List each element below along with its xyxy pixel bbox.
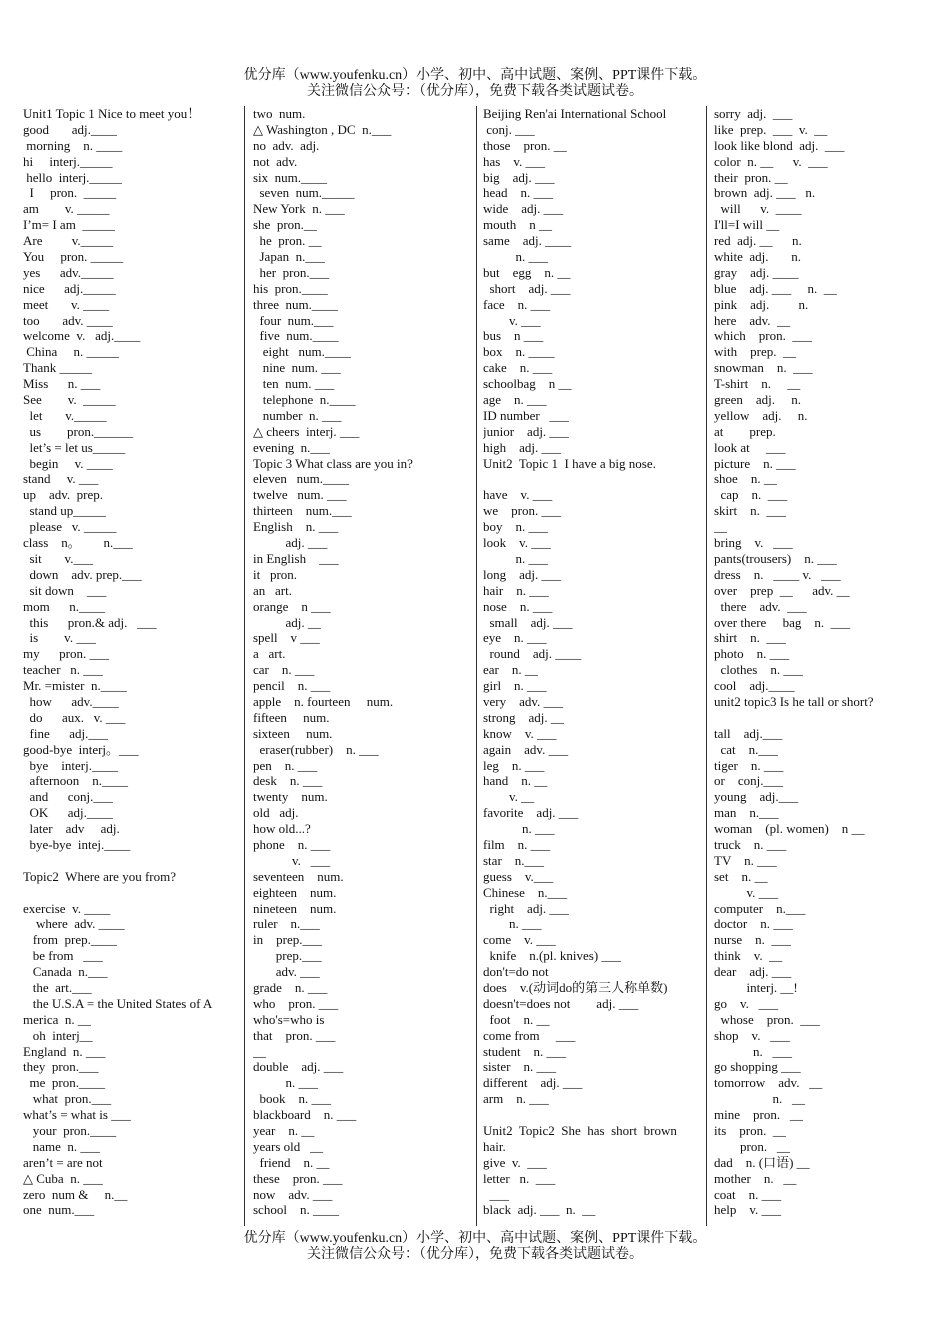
vocab-line: Unit1 Topic 1 Nice to meet you！ (23, 106, 201, 121)
vocab-line: have v. ___ (483, 487, 553, 503)
vocab-line: See v. _____ (23, 392, 116, 408)
vocab-line: __ (714, 519, 727, 535)
vocab-line: stand up_____ (23, 503, 106, 519)
vocab-line: meet v. ____ (23, 296, 110, 312)
vocab-line: eighteen num. (253, 884, 337, 900)
vocab-line: friend n. __ (253, 1154, 330, 1170)
vocab-line: eraser(rubber) n. ___ (253, 741, 379, 757)
vocab-line: come v. ___ (483, 932, 556, 948)
vocab-line: old adj. (253, 805, 299, 821)
vocab-line: letter n. ___ (483, 1170, 556, 1186)
vocab-line: student n. ___ (483, 1043, 567, 1059)
vocab-line: this pron.& adj. ___ (23, 614, 157, 630)
vocab-line: hand n. __ (483, 773, 548, 789)
vocab-line: yes adv._____ (23, 264, 114, 280)
vocab-line: △ Washington , DC n.___ (253, 121, 392, 137)
vocab-line: a art. (253, 646, 286, 662)
vocab-line: unit2 topic3 Is he tall or short? (714, 693, 874, 709)
vocab-line: adj. __ (253, 614, 321, 630)
vocab-line: do aux. v. ___ (23, 709, 126, 725)
vocab-line: let v._____ (23, 407, 107, 423)
vocab-line: stand v. ___ (23, 471, 99, 487)
vocab-line: n. ___ (714, 1043, 792, 1059)
vocab-line: white adj. n. (714, 249, 802, 265)
vocab-line: picture n. ___ (714, 455, 796, 471)
vocab-line: nose n. ___ (483, 598, 553, 614)
vocab-line: red adj. __ n. (714, 233, 802, 249)
vocab-line: pink adj. n. (714, 296, 809, 312)
vocab-line: △ Cuba n. ___ (23, 1170, 103, 1186)
vocab-line: v. __ (483, 789, 535, 805)
vocab-line: England n. ___ (23, 1043, 106, 1059)
vocab-line: twelve num. ___ (253, 487, 347, 503)
vocab-line: schoolbag n __ (483, 376, 572, 392)
vocab-line: welcome v. adj.____ (23, 328, 141, 344)
vocab-line: what pron.___ (23, 1091, 112, 1107)
vocab-line: and conj.___ (23, 789, 113, 805)
vocab-line: me pron.____ (23, 1075, 105, 1091)
vocab-line: young adj.___ (714, 789, 799, 805)
vocab-line: be from ___ (23, 948, 103, 964)
vocab-line: there adv. ___ (714, 598, 807, 614)
vocab-line: shirt n. ___ (714, 630, 786, 646)
vocab-line: teacher n. ___ (23, 662, 103, 678)
vocab-line: here adv. __ (714, 312, 791, 328)
vocab-line: color n. __ v. ___ (714, 153, 828, 169)
vocab-line: green adj. n. (714, 392, 802, 408)
column-divider (476, 106, 477, 1226)
vocabulary-columns (23, 106, 933, 1226)
vocab-line: sit down ___ (23, 582, 107, 598)
vocab-line: thirteen num.___ (253, 503, 352, 519)
vocab-line: ___ (483, 1186, 509, 1202)
vocab-line: that pron. ___ (253, 1027, 336, 1043)
vocab-line: with prep. __ (714, 344, 796, 360)
vocab-line: small adj. ___ (483, 614, 573, 630)
vocab-line: blue adj. ___ n. __ (714, 280, 837, 296)
vocab-line: ID number ___ (483, 407, 569, 423)
vocab-line: good-bye interj。___ (23, 741, 139, 757)
vocab-line: boy n. ___ (483, 519, 548, 535)
vocab-line: aren’t = are not (23, 1154, 103, 1170)
vocab-line: v. ___ (253, 852, 331, 868)
vocab-line: TV n. ___ (714, 852, 777, 868)
vocab-line: eight num.____ (253, 344, 351, 360)
vocab-line: favorite adj. ___ (483, 805, 579, 821)
vocab-line: adv. ___ (253, 964, 320, 980)
vocab-line: the U.S.A = the United States of A (23, 995, 213, 1011)
vocab-line: or conj.___ (714, 773, 783, 789)
vocab-line: no adv. adj. (253, 137, 320, 153)
vocab-line: her pron.___ (253, 264, 330, 280)
vocab-line: right adj. ___ (483, 900, 569, 916)
vocab-line: blackboard n. ___ (253, 1107, 357, 1123)
vocab-line: hair. (483, 1138, 506, 1154)
top-banner-line-1: 优分库（www.youfenku.cn）小学、初中、高中试题、案例、PPT课件下载。 (243, 68, 707, 83)
vocab-line: conj. ___ (483, 121, 535, 137)
vocab-line: five num.____ (253, 328, 339, 344)
vocab-line: don't=do not (483, 964, 549, 980)
vocab-line: set n. __ (714, 868, 768, 884)
vocab-line: morning n. ____ (23, 137, 123, 153)
vocab-line: face n. ___ (483, 296, 551, 312)
vocab-line: twenty num. (253, 789, 328, 805)
vocab-line: apple n. fourteen num. (253, 693, 394, 709)
vocab-line: has v. ___ (483, 153, 545, 169)
vocab-line: us pron.______ (23, 423, 134, 439)
vocab-line: four num.___ (253, 312, 334, 328)
vocab-line: how old...? (253, 821, 311, 837)
vocab-line: nineteen num. (253, 900, 337, 916)
vocab-line: gray adj. ____ (714, 264, 799, 280)
vocab-line: three num.____ (253, 296, 338, 312)
vocab-line: am v. _____ (23, 201, 110, 217)
vocab-line: dress n. ____ v. ___ (714, 566, 841, 582)
vocab-line: oh interj__ (23, 1027, 93, 1043)
vocab-line: photo n. ___ (714, 646, 790, 662)
vocab-line: fine adj.___ (23, 725, 108, 741)
vocab-line: tiger n. ___ (714, 757, 784, 773)
vocab-line: star n.___ (483, 852, 545, 868)
vocab-line: good adj.____ (23, 121, 117, 137)
vocab-line: grade n. ___ (253, 979, 328, 995)
vocab-line: age n. ___ (483, 392, 547, 408)
vocab-line: cap n. ___ (714, 487, 788, 503)
vocab-line: box n. ____ (483, 344, 555, 360)
vocab-line: n. __ (714, 1091, 805, 1107)
vocab-line: in English ___ (253, 550, 339, 566)
vocab-line: does v.(动词do的第三人称单数) (483, 979, 668, 995)
vocab-line: double adj. ___ (253, 1059, 344, 1075)
vocab-line: come from ___ (483, 1027, 576, 1043)
vocab-line: head n. ___ (483, 185, 554, 201)
vocab-line: n. ___ (253, 1075, 318, 1091)
vocab-line: six num.____ (253, 169, 328, 185)
vocab-line: Topic 3 What class are you in? (253, 455, 413, 471)
vocab-line: clothes n. ___ (714, 662, 803, 678)
vocab-line: man n.___ (714, 805, 779, 821)
vocab-line: doctor n. ___ (714, 916, 793, 932)
vocab-line: two num. (253, 106, 306, 121)
vocab-line: their pron. __ (714, 169, 788, 185)
vocab-line: Topic2 Where are you from? (23, 868, 176, 884)
vocab-line: whose pron. ___ (714, 1011, 820, 1027)
vocab-line: he pron. __ (253, 233, 322, 249)
vocab-line: coat n. ___ (714, 1186, 782, 1202)
column-divider (706, 106, 707, 1226)
vocab-line: arm n. ___ (483, 1091, 549, 1107)
vocab-line: hello interj._____ (23, 169, 122, 185)
vocab-line: exercise v. ____ (23, 900, 111, 916)
vocab-line: nurse n. ___ (714, 932, 791, 948)
vocab-line: fifteen num. (253, 709, 330, 725)
vocab-line: which pron. ___ (714, 328, 812, 344)
vocab-line: not adv. (253, 153, 298, 169)
vocab-line: I’m= I am _____ (23, 217, 115, 233)
vocab-line: mine pron. __ (714, 1107, 803, 1123)
vocab-line: doesn't=does not adj. ___ (483, 995, 639, 1011)
vocab-line: its pron. __ (714, 1123, 786, 1138)
vocab-line: the art.___ (23, 979, 92, 995)
vocab-line: evening n.___ (253, 439, 330, 455)
vocab-line: please v. _____ (23, 519, 117, 535)
vocab-line: cake n. ___ (483, 360, 553, 376)
vocab-line: shoe n. __ (714, 471, 777, 487)
vocab-line: very adv. ___ (483, 693, 564, 709)
vocab-line: merica n. __ (23, 1011, 91, 1027)
bottom-banner-line-2: 关注微信公众号：（优分库），免费下载各类试题试卷。 (307, 1247, 643, 1262)
vocab-line: tomorrow adv. __ (714, 1075, 823, 1091)
vocab-line: know v. ___ (483, 725, 557, 741)
vocab-line: brown adj. ___ n. (714, 185, 816, 201)
top-banner-line-2: 关注微信公众号：（优分库），免费下载各类试题试卷。 (307, 84, 643, 99)
vocab-line: over there bag n. ___ (714, 614, 851, 630)
vocab-line: junior adj. ___ (483, 423, 569, 439)
vocab-line: mother n. __ (714, 1170, 797, 1186)
vocab-line: orange n ___ (253, 598, 331, 614)
vocab-line: pron. __ (714, 1138, 790, 1154)
vocab-line: book n. ___ (253, 1091, 331, 1107)
vocab-line: short adj. ___ (483, 280, 571, 296)
vocab-line: again adv. ___ (483, 741, 569, 757)
vocab-line: help v. ___ (714, 1202, 782, 1218)
vocab-line: girl n. ___ (483, 678, 547, 694)
bottom-banner-line-1: 优分库（www.youfenku.cn）小学、初中、高中试题、案例、PPT课件下载。 (243, 1231, 707, 1246)
vocab-line: eye n. ___ (483, 630, 547, 646)
vocab-line: nice adj._____ (23, 280, 116, 296)
vocab-line: think v. __ (714, 948, 783, 964)
vocab-line: now adv. ___ (253, 1186, 333, 1202)
vocab-column-4 (714, 106, 933, 1224)
vocab-line: sit v.___ (23, 550, 93, 566)
vocab-line: my pron. ___ (23, 646, 109, 662)
vocab-line: long adj. ___ (483, 566, 561, 582)
vocab-line: afternoon n.____ (23, 773, 129, 789)
bottom-banner (0, 1231, 950, 1263)
vocab-line: v. ___ (483, 312, 541, 328)
vocab-line: from prep.____ (23, 932, 117, 948)
vocab-line: is v. ___ (23, 630, 96, 646)
vocab-line: sixteen num. (253, 725, 333, 741)
vocab-line: sister n. ___ (483, 1059, 556, 1075)
vocab-line: yellow adj. n. (714, 407, 808, 423)
vocab-line: years old __ (253, 1138, 324, 1154)
vocab-line: one num.___ (23, 1202, 95, 1218)
vocab-line: give v. ___ (483, 1154, 547, 1170)
vocab-line: China n. _____ (23, 344, 120, 360)
vocab-line: big adj. ___ (483, 169, 555, 185)
vocab-line: dear adj. ___ (714, 964, 792, 980)
vocab-line: desk n. ___ (253, 773, 323, 789)
vocab-line: too adv. ____ (23, 312, 113, 328)
vocab-line: guess v.___ (483, 868, 554, 884)
vocab-line (483, 1107, 705, 1123)
vocab-line: zero num & n.__ (23, 1186, 128, 1202)
vocab-line: up adv. prep. (23, 487, 104, 503)
vocab-line: but egg n. __ (483, 264, 571, 280)
vocab-line: look v. ___ (483, 535, 551, 551)
vocab-line: will v. ____ (714, 201, 802, 217)
vocab-line: bus n ___ (483, 328, 544, 344)
vocab-line: different adj. ___ (483, 1075, 583, 1091)
vocab-line: year n. __ (253, 1123, 315, 1138)
vocab-line: bye interj.____ (23, 757, 118, 773)
vocab-column-1 (23, 106, 243, 1224)
vocab-line: Chinese n.___ (483, 884, 568, 900)
vocab-line: who pron. ___ (253, 995, 339, 1011)
vocab-line: n. ___ (483, 821, 555, 837)
vocab-line: his pron.____ (253, 280, 328, 296)
vocab-line: Canada n.___ (23, 964, 108, 980)
vocab-line: wide adj. ___ (483, 201, 564, 217)
vocab-line: woman (pl. women) n __ (714, 821, 865, 837)
vocab-line: nine num. ___ (253, 360, 341, 376)
vocab-line: hi interj._____ (23, 153, 113, 169)
vocab-line: at prep. (714, 423, 776, 439)
vocab-line: ear n. __ (483, 662, 538, 678)
vocab-line: Beijing Ren'ai International School (483, 106, 667, 121)
vocab-line: later adv adj. (23, 821, 120, 837)
vocab-line: You pron. _____ (23, 249, 124, 265)
vocab-line: phone n. ___ (253, 836, 331, 852)
vocab-line: OK adj.____ (23, 805, 113, 821)
vocab-line: Japan n.___ (253, 249, 325, 265)
vocab-line: dad n. (口语) __ (714, 1154, 810, 1170)
vocab-line: Miss n. ___ (23, 376, 101, 392)
vocab-line: they pron.___ (23, 1059, 99, 1075)
vocab-line: English n. ___ (253, 519, 339, 535)
vocab-line: n. ___ (483, 916, 542, 932)
vocab-line: skirt n. ___ (714, 503, 786, 519)
vocab-line: it pron. (253, 566, 298, 582)
vocab-line: go v. ___ (714, 995, 779, 1011)
vocab-line: ten num. ___ (253, 376, 335, 392)
top-banner (0, 68, 950, 100)
vocab-line: look at ___ (714, 439, 786, 455)
vocab-line: △ cheers interj. ___ (253, 423, 360, 439)
vocab-line: seven num._____ (253, 185, 355, 201)
vocab-line: school n. ____ (253, 1202, 339, 1218)
vocab-line: spell v ___ (253, 630, 320, 646)
vocab-line: pants(trousers) n. ___ (714, 550, 837, 566)
vocab-line (23, 885, 243, 901)
vocab-line: same adj. ____ (483, 233, 572, 249)
vocab-line: begin v. ____ (23, 455, 113, 471)
vocab-line: class n。 n.___ (23, 535, 133, 551)
vocab-line: high adj. ___ (483, 439, 561, 455)
vocab-line: prep.___ (253, 948, 322, 964)
vocab-line: let’s = let us_____ (23, 439, 126, 455)
vocab-line: Are v._____ (23, 233, 114, 249)
vocab-line: strong adj. __ (483, 709, 564, 725)
vocab-line: how adv.____ (23, 693, 119, 709)
vocab-column-3 (483, 106, 705, 1224)
vocab-line: what’s = what is ___ (23, 1107, 131, 1123)
vocab-line: pen n. ___ (253, 757, 318, 773)
vocab-line: T-shirt n. __ (714, 376, 801, 392)
vocab-line: eleven num.____ (253, 471, 350, 487)
vocab-line: bye-bye intej.____ (23, 836, 131, 852)
vocab-line: cat n.___ (714, 741, 778, 757)
vocab-line: telephone n.____ (253, 392, 356, 408)
vocab-line: interj. __! (714, 979, 798, 995)
vocab-line: where adv. ____ (23, 916, 125, 932)
vocab-line: I'll=I will __ (714, 217, 780, 233)
vocab-line: over prep __ adv. __ (714, 582, 850, 598)
vocab-line: she pron.__ (253, 217, 317, 233)
vocab-line: bring v. ___ (714, 535, 793, 551)
vocab-line: Thank _____ (23, 360, 92, 376)
vocab-line: mom n.____ (23, 598, 105, 614)
vocab-line: ruler n.___ (253, 916, 320, 932)
vocab-line: down adv. prep.___ (23, 566, 142, 582)
vocab-line: these pron. ___ (253, 1170, 343, 1186)
vocab-line: __ (253, 1043, 266, 1059)
vocab-line: knife n.(pl. knives) ___ (483, 948, 621, 964)
vocab-line: we pron. ___ (483, 503, 561, 519)
vocab-line: Unit2 Topic2 She has short brown (483, 1123, 677, 1138)
vocab-line: car n. ___ (253, 662, 315, 678)
vocab-line: shop v. ___ (714, 1027, 790, 1043)
vocab-line: round adj. ____ (483, 646, 582, 662)
vocab-line: truck n. ___ (714, 836, 787, 852)
vocab-line: like prep. ___ v. __ (714, 121, 828, 137)
vocab-line: number n. ___ (253, 407, 342, 423)
vocab-line (483, 471, 705, 487)
vocab-line: v. ___ (714, 884, 779, 900)
vocab-line (714, 710, 933, 726)
vocab-line: n. ___ (483, 550, 548, 566)
vocab-line: black adj. ___ n. __ (483, 1202, 596, 1218)
vocab-line: foot n. __ (483, 1011, 550, 1027)
vocab-line: seventeen num. (253, 868, 344, 884)
vocab-line: those pron. __ (483, 137, 567, 153)
vocab-line: look like blond adj. ___ (714, 137, 845, 153)
vocab-line: n. ___ (483, 249, 548, 265)
column-divider (244, 106, 245, 1226)
vocab-line: who's=who is (253, 1011, 325, 1027)
vocab-line: snowman n. ___ (714, 360, 813, 376)
vocab-line: your pron.____ (23, 1123, 117, 1138)
vocab-line: computer n.___ (714, 900, 806, 916)
vocab-line: mouth n __ (483, 217, 552, 233)
vocab-column-2 (253, 106, 475, 1224)
vocab-line: Unit2 Topic 1 I have a big nose. (483, 455, 656, 471)
vocab-line: adj. ___ (253, 535, 328, 551)
vocab-line: leg n. ___ (483, 757, 545, 773)
vocab-line: hair n. ___ (483, 582, 549, 598)
vocab-line: pencil n. ___ (253, 678, 331, 694)
vocab-line: New York n. ___ (253, 201, 345, 217)
vocab-line: an art. (253, 582, 292, 598)
vocab-line: name n. ___ (23, 1138, 100, 1154)
vocab-line: in prep.___ (253, 932, 322, 948)
vocab-line: I pron. _____ (23, 185, 117, 201)
vocab-line: tall adj.___ (714, 725, 783, 741)
vocab-line: cool adj.____ (714, 678, 795, 694)
vocab-line: Mr. =mister n.____ (23, 678, 127, 694)
vocab-line: sorry adj. ___ (714, 106, 793, 121)
vocab-line: go shopping ___ (714, 1059, 801, 1075)
vocab-line: film n. ___ (483, 836, 551, 852)
vocab-line (23, 853, 243, 869)
